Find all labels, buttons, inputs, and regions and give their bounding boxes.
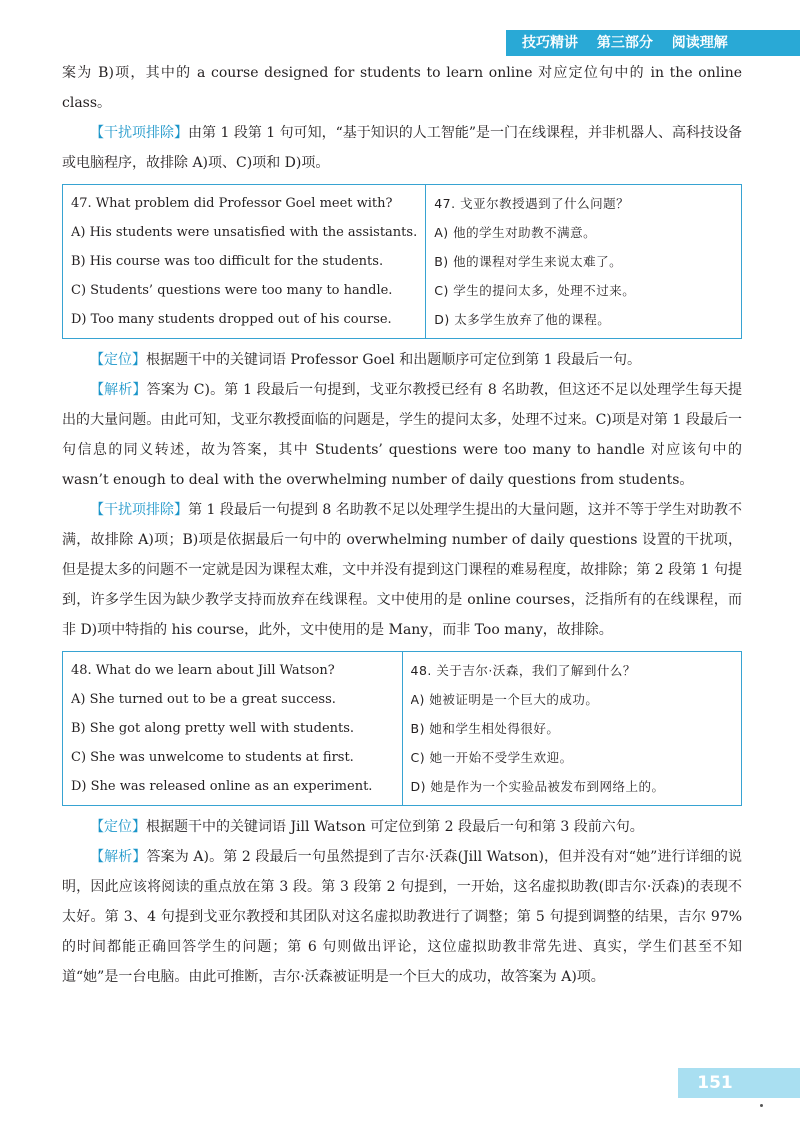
option: B) His course was too difficult for the students.: [71, 254, 384, 269]
section-tag: 【解析】: [90, 849, 147, 865]
option-translation: D) 太多学生放弃了他的课程。: [434, 312, 611, 327]
chinese-column: [426, 185, 742, 339]
analysis-paragraph: [62, 842, 742, 992]
paragraph-text: 第 1 段最后一句提到 8 名助教不足以处理学生提出的大量问题，这并不等于学生对助教不满，故排除 A)项；B)项是依据最后一句中的 overwhelming number of daily questions 设置的干扰项，但是提太多的问题不一定就是因为课程太难，文中并没有提到这门课程的难易程度，故排除；第 2 段第 1 句提到，许多学生因为缺少教学支持而放弃在线课程。文中使用的是 online courses，泛指所有的在线课程，而非 D)项中特指的 his course，此外，文中使用的是 Many，而非 Too many，故排除。: [62, 502, 742, 638]
question-stem-translation: 48. 关于吉尔·沃森，我们了解到什么？: [410, 663, 636, 678]
question-box-48: [62, 651, 742, 806]
option: C) She was unwelcome to students at first.: [71, 750, 354, 765]
option-translation: A) 她被证明是一个巨大的成功。: [410, 692, 599, 707]
header-item: 第三部分: [596, 35, 653, 51]
option-translation: A) 他的学生对助教不满意。: [434, 225, 597, 240]
option: C) Students’ questions were too many to handle.: [71, 283, 393, 298]
page-number: 151: [697, 1073, 733, 1093]
question-box-47: [62, 184, 742, 339]
section-tag: 【干扰项排除】: [90, 502, 189, 518]
paragraph: 案为 B)项，其中的 a course designed for students to learn online 对应定位句中的 in the online class。: [62, 65, 742, 111]
option-translation: B) 她和学生相处得很好。: [410, 721, 560, 736]
decorative-dot: [760, 1104, 763, 1107]
paragraph-text: 由第 1 段第 1 句可知，“基于知识的人工智能”是一门在线课程，并非机器人、高科技设备或电脑程序，故排除 A)项、C)项和 D)项。: [62, 125, 742, 171]
chinese-column: [402, 652, 742, 806]
header-item: 技巧精讲: [522, 35, 578, 51]
paragraph-text: 答案为 A)。第 2 段最后一句虽然提到了吉尔·沃森(Jill Watson)，但并没有对“她”进行详细的说明，因此应该将阅读的重点放在第 3 段。第 3 段第 2 句提到，一开始，这名虚拟助教(即吉尔·沃森)的表现不太好。第 3、4 句提到戈亚尔教授和其团队对这名虚拟助教进行了调整；第 5 句提到调整的结果，吉尔 97% 的时间都能正确回答学生的问题；第 6 句则做出评论，这位虚拟助教非常先进、真实，学生们甚至不知道“她”是一台电脑。由此可推断，吉尔·沃森被证明是一个巨大的成功，故答案为 A)项。: [62, 849, 743, 985]
section-tag: 【干扰项排除】: [90, 125, 189, 141]
section-tag: 【定位】: [90, 819, 146, 835]
option: B) She got along pretty well with students.: [71, 721, 355, 736]
option: A) His students were unsatisfied with the assistants.: [71, 225, 418, 240]
english-column: [63, 652, 403, 806]
paragraph-text: 根据题干中的关键词语 Professor Goel 和出题顺序可定位到第 1 段最后一句。: [146, 352, 642, 368]
location-paragraph: [62, 345, 742, 375]
location-paragraph: [62, 812, 742, 842]
question-stem-translation: 47. 戈亚尔教授遇到了什么问题？: [434, 196, 630, 211]
question-stem: 47. What problem did Professor Goel meet with?: [71, 196, 393, 211]
paragraph-text: 答案为 C)。第 1 段最后一句提到，戈亚尔教授已经有 8 名助教，但这还不足以处理学生每天提出的大量问题。由此可知，戈亚尔教授面临的问题是，学生的提问太多，处理不过来。C)项是对第 1 段最后一句信息的同义转述，故为答案，其中 Students’ questions were too many to handle 对应该句中的 wasn’t enough to deal with the overwhelming number of daily questions from students。: [62, 382, 742, 488]
section-tag: 【定位】: [90, 352, 146, 368]
paragraph-text: 根据题干中的关键词语 Jill Watson 可定位到第 2 段最后一句和第 3 段前六句。: [146, 819, 644, 835]
option: D) She was released online as an experiment.: [71, 779, 373, 794]
option: D) Too many students dropped out of his course.: [71, 312, 392, 327]
option-translation: C) 学生的提问太多，处理不过来。: [434, 283, 636, 298]
header-item: 阅读理解: [671, 35, 728, 51]
section-header: [506, 30, 800, 56]
analysis-paragraph: [62, 375, 742, 495]
question-stem: 48. What do we learn about Jill Watson?: [71, 663, 335, 678]
page-content: [62, 58, 742, 992]
option-translation: B) 他的课程对学生来说太难了。: [434, 254, 623, 269]
option: A) She turned out to be a great success.: [71, 692, 336, 707]
distractor-paragraph: [62, 118, 742, 178]
option-translation: C) 她一开始不受学生欢迎。: [410, 750, 573, 765]
english-column: [63, 185, 426, 339]
distractor-paragraph: [62, 495, 742, 645]
section-tag: 【解析】: [90, 382, 147, 398]
option-translation: D) 她是作为一个实验品被发布到网络上的。: [410, 779, 665, 794]
